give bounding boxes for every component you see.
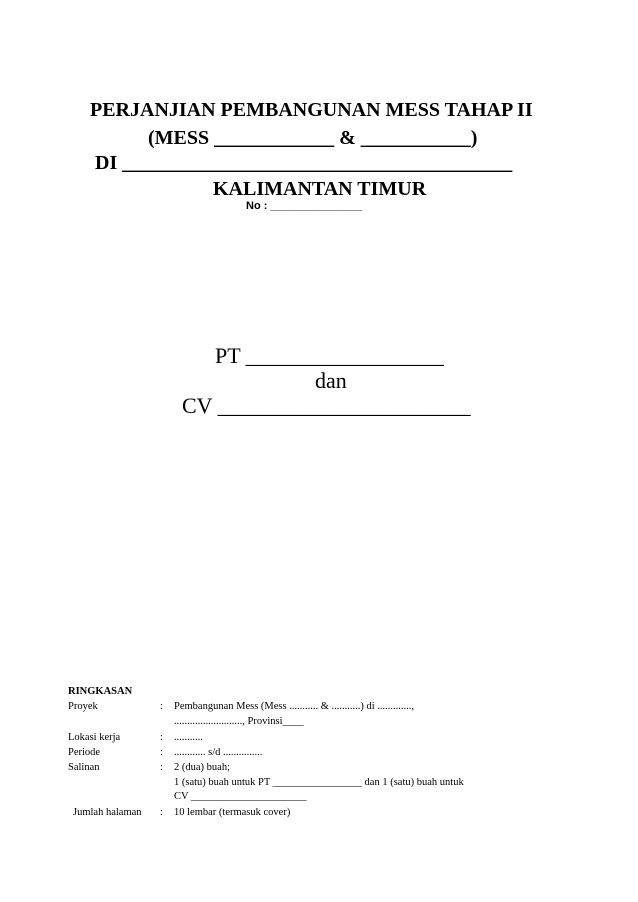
summary-value: 1 (satu) buah untuk PT _________________ dan 1 (satu) buah untuk [174,777,464,788]
party-pt: PT __________________ [215,343,444,368]
summary-separator: : [160,762,163,773]
summary-separator: : [160,747,163,758]
summary-value: 10 lembar (termasuk cover) [174,807,291,818]
party-conjunction: dan [315,368,347,393]
summary-separator: : [160,732,163,743]
document-number: No : _______________ [246,200,363,212]
summary-heading: RINGKASAN [68,686,133,697]
summary-label: Periode [68,747,101,758]
title-line-4: KALIMANTAN TIMUR [213,178,427,200]
party-cv: CV _______________________ [182,393,471,418]
title-line-2: (MESS ____________ & ___________) [148,127,478,149]
summary-value: CV ______________________ [174,791,307,802]
summary-value: 2 (dua) buah; [174,762,230,773]
summary-value: Pembangunan Mess (Mess ........... & ...........) di ............., [174,701,415,712]
summary-separator: : [160,701,163,712]
summary-label: Lokasi kerja [68,732,121,743]
title-line-3: DI _______________________________________ [95,152,513,174]
summary-label: Salinan [68,762,100,773]
summary-label: Proyek [68,701,98,712]
title-line-1: PERJANJIAN PEMBANGUNAN MESS TAHAP II [90,99,533,121]
summary-value: .........................., Provinsi____ [174,716,304,727]
summary-value: ........... [174,732,203,743]
summary-separator: : [160,807,163,818]
summary-label: Jumlah halaman [73,807,142,818]
summary-value: ............ s/d ............... [174,747,263,758]
